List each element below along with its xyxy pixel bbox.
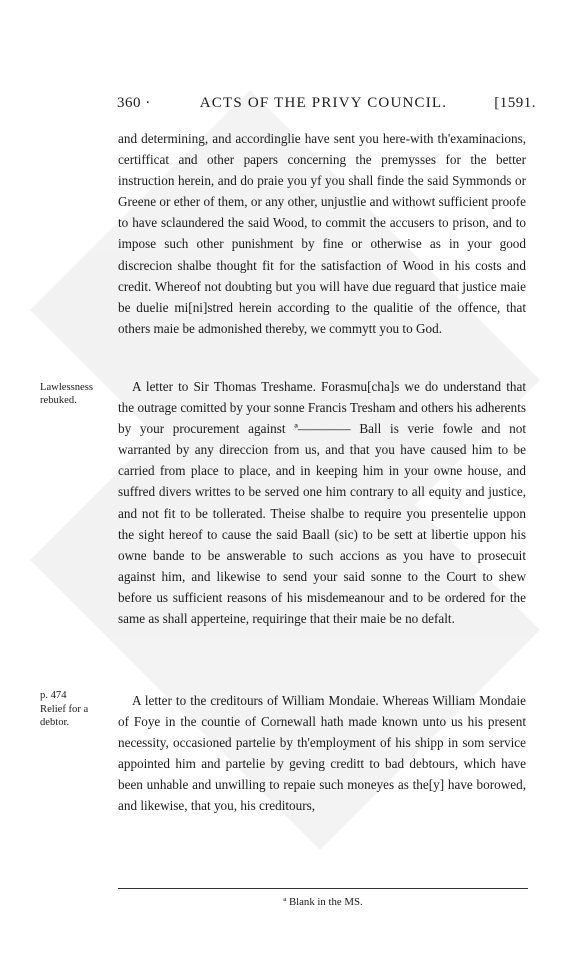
- paragraph-continuation: [118, 128, 526, 339]
- running-header: [111, 95, 536, 117]
- paragraph-treshame-letter: [118, 376, 526, 629]
- footnote-rule: [118, 888, 528, 889]
- paragraph-text: A letter to the creditours of William Mondaie. Whereas William Mondaie of Foye in the countie of Cornewall hath made known unto us his present necessity, occasioned partelie by th'employment of his shipp in som service appointed him and partelie by geving creditt to bad debtours, which have been unhable and unwilling to repaie such moneyes as the[y] have borowed, and likewise, that you, his creditours,: [118, 693, 526, 814]
- paragraph-text: and determining, and accordinglie have sent you here-with th'examinacions, certifficat and other papers concerning the premysses for the better instruction herein, and do praie you yf you shall finde the said Symmonds or Greene or ether of them, or any other, unjustlie and withowt sufficient proofe to have sclaundered the said Wood, to commit the accusers to prison, and to impose such other punishment by fine or otherwise as in your good discrecion shalbe thought fit for the satisfaction of Wood in his costs and credit. Whereof not doubting but you will have due reguard that justice maie be duelie mi[ni]stred herein according to the qualitie of the offence, that others maie be admonished thereby, we commytt you to God.: [118, 131, 526, 336]
- marginal-page-reference: p. 474: [40, 690, 67, 701]
- running-title: ACTS OF THE PRIVY COUNCIL.: [199, 95, 448, 111]
- footnote: ª Blank in the MS.: [283, 896, 363, 908]
- paragraph-text: A letter to Sir Thomas Treshame. Forasmu[cha]s we do understand that the outrage comitted by your sonne Francis Tresham and others his adherents by your procurement against ª———— Ball is verie fowle and not warranted by any direccion from us, and that you have caused him to be carried from place to place, and in keeping him in your owne house, and suffred divers writtes to be served one him contrary to all equity and justice, and not fit to be tollerated. Theise shalbe to require you presentelie uppon the sight hereof to cause the said Baall (sic) to be sett at libertie uppon his owne bande to be answerable to such accions as you have to prosecuit against him, and likewise to send your said sonne to the Court to shew before us sufficient reasons of his misdemeanour and to be ordered for the same as shall apperteine, requiringe that their maie be no defalt.: [118, 379, 526, 627]
- marginal-note-lawlessness: Lawlessness rebuked.: [40, 382, 93, 406]
- paragraph-mondaie-letter: [118, 690, 526, 817]
- marginal-note-relief: Relief for a debtor.: [40, 704, 89, 728]
- page-number: 360 ·: [117, 95, 151, 111]
- header-year: [1591.: [494, 95, 536, 111]
